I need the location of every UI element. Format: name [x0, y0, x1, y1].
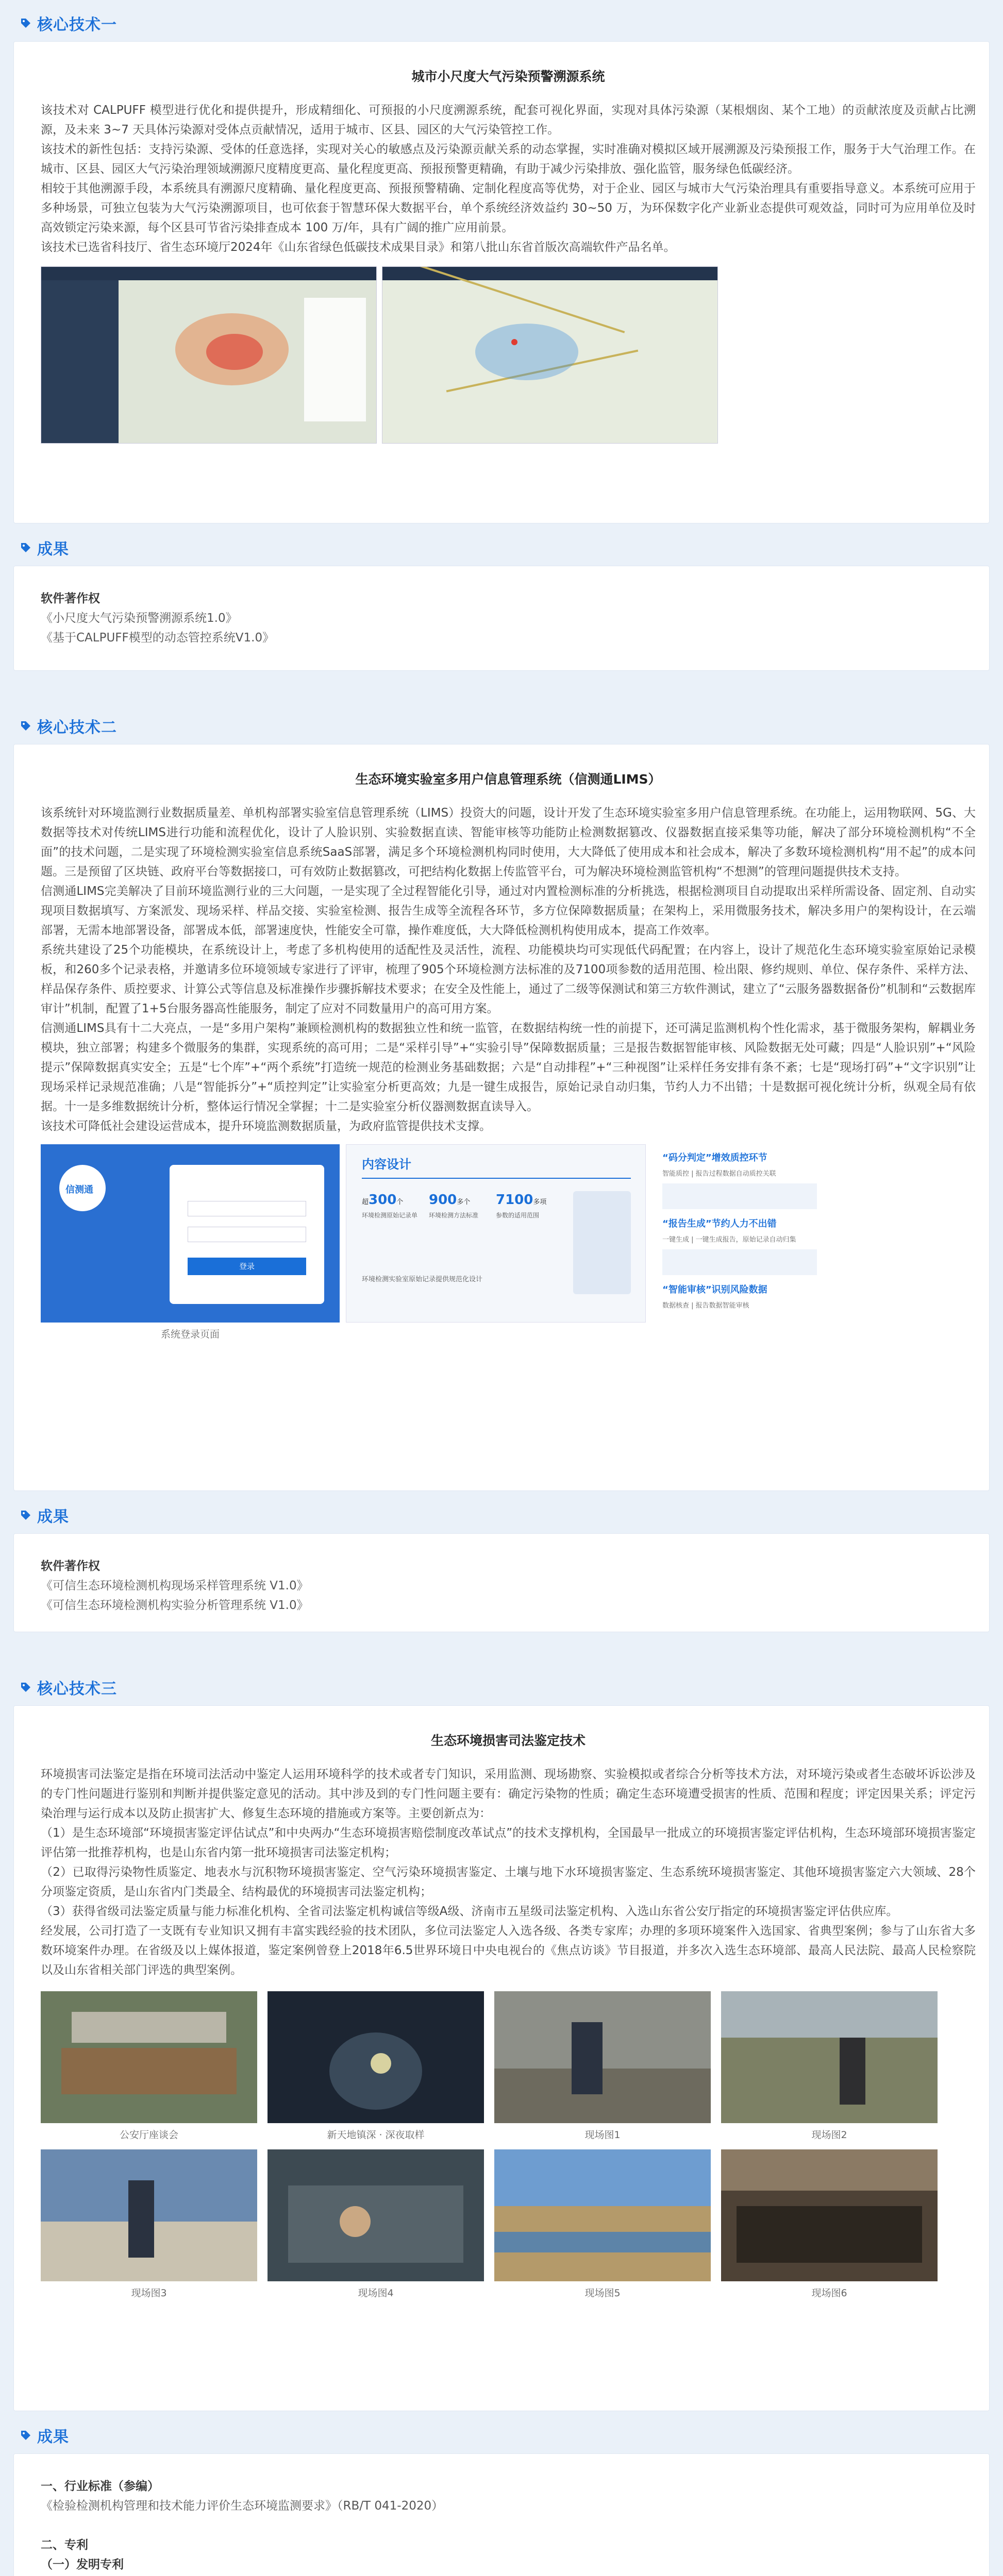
section-head-result3: [0, 2425, 1003, 2446]
tech3-card: [13, 1705, 990, 2411]
photo-item: 现场图6: [721, 2149, 938, 2299]
tech2-para-4: 信测通LIMS具有十二大亮点，一是“多用户架构”兼顾检测机构的数据独立性和统一监管，在数据结构统一性的前提下，还可满足监测机构个性化需求，基于微服务架构，解耦业务模块，独立部署；构建多个微服务的集群，实现系统的高可用；二是“采样引导”+“实验引导”保障数据质量；三是报告数据智能审核、风险数据无处可藏；四是“人脸识别”+“风险提示”保障数据真实安全；五是“七个库”+“两个系统”打造统一规范的检测业务基础数据；六是“自动排程”+“三种视图”让采样任务安排有条不紊；七是“现场打码”+“文字识别”让现场采样记录规范准确；八是“智能拆分”+“质控判定”让实验室分析更高效；九是一键生成报告，原始记录自动归集，节约人力不出错；十是数据可视化统计分析，纵观全局有依据。十一是多维数据统计分析，整体运行情况全掌握；十二是实验室分析仪器测数据直读导入。: [41, 1022, 976, 1113]
result1-title: 软件著作权: [41, 592, 100, 605]
feature-item: “报告生成”节约人力不出错: [662, 1218, 777, 1229]
tech3-para-2: （1）是生态环境部“环境损害鉴定评估试点”和中央两办“生态环境损害赔偿制度改革试点”的技术支撑机构，全国最早一批成立的环境损害鉴定评估机构，生态环境部环境损害鉴定评估第一批推荐机构，也是山东省内第一批环境损害司法鉴定机构；: [41, 1826, 976, 1859]
tech1-card: [13, 41, 990, 523]
tag-icon: [20, 1681, 32, 1693]
login-screenshot: [41, 1144, 340, 1341]
photo-item: 新天地镇深 · 深夜取样: [268, 1991, 484, 2141]
login-caption: 系统登录页面: [160, 1329, 220, 1340]
photo-item: 公安厅座谈会: [41, 1991, 257, 2141]
tag-icon: [20, 17, 32, 29]
photo-item: 现场图4: [268, 2149, 484, 2299]
photo-row-2: [41, 2149, 976, 2299]
tech2-para-1: 该系统针对环境监测行业数据质量差、单机构部署实验室信息管理系统（LIMS）投资大的问题，设计开发了生态环境实验室多用户信息管理系统。在功能上，运用物联网、5G、大数据等技术对传统LIMS进行功能和流程优化，设计了人脸识别、实验数据直读、智能审核等功能防止检测数据篡改、仪器数据直接采集等功能，解决了部分环境检测机构“不全面”的技术问题，二是实现了环境检测实验室信息系统SaaS部署，满足多个环境检测机构同时使用，大大降低了使用成本和社会成本，解决了多数环境检测机构“用不起”的成本问题。三是预留了区块链、政府平台等数据接口，可有效防止数据篡改，可把结构化数据上传监管平台，可为解决环境检测监管机构“不想测”的管理问题提供技术支持。: [41, 806, 976, 878]
tech3-para-1: 环境损害司法鉴定是指在环境司法活动中鉴定人运用环境科学的技术或者专门知识，采用监测、现场勘察、实验模拟或者综合分析等技术方法，对环境污染或者生态破坏诉讼涉及的专门性问题进行鉴别和判断并提供鉴定意见的活动。其中涉及到的专门性问题主要有：确定污染物的性质；确定生态环境遭受损害的性质、范围和程度；评定因果关系；评定污染治理与运行成本以及防止损害扩大、修复生态环境的措施或方案等。主要创新点为：: [41, 1768, 976, 1820]
tag-icon: [20, 2429, 32, 2442]
result3-standard: 《检验检测机构管理和技术能力评价生态环境监测要求》（RB/T 041-2020）: [41, 2499, 444, 2513]
feature-sub: 一键生成 | 一键生成报告，原始记录自动归集: [662, 1236, 796, 1244]
tech3-title: 生态环境损害司法鉴定技术: [430, 1733, 586, 1748]
result3-card: [13, 2453, 990, 2576]
feature-list-panel: [652, 1144, 957, 1323]
content-design-panel: [346, 1144, 646, 1323]
tech2-title: 生态环境实验室多用户信息管理系统（信测通LIMS）: [355, 772, 661, 787]
section-head-tech1: [0, 12, 1003, 34]
tech1-para-2: 该技术的新性包括：支持污染源、受体的任意选择，实现对关心的敏感点及污染源贡献关系的动态掌握，实时准确对模拟区域开展溯源及污染预报工作，服务于大气治理工作。在城市、区县、园区大气污染治理领域溯源尺度精度更高、量化程度更高、预报预警更精确，有助于减少污染排放、强化监管，服务绿色低碳经济。: [41, 143, 976, 176]
map-screenshot-2: [382, 266, 718, 444]
result1-item: 《小尺度大气污染预警溯源系统1.0》: [41, 612, 238, 625]
result3-h1: 一、行业标准（参编）: [41, 2480, 159, 2493]
section-title: 成果: [37, 2428, 69, 2446]
stat-item: 900多个 环境检测方法标准: [429, 1192, 479, 1219]
content-title: 内容设计: [362, 1157, 411, 1172]
tag-icon: [20, 541, 32, 554]
section-title: 核心技术一: [37, 16, 117, 34]
feature-item: “智能审核”识别风险数据: [662, 1284, 767, 1295]
tech3-para-3: （2）已取得污染物性质鉴定、地表水与沉积物环境损害鉴定、空气污染环境损害鉴定、土壤与地下水环境损害鉴定、生态系统环境损害鉴定、其他环境损害鉴定六大领域、28个分项鉴定资质，是山东省内门类最全、结构最优的环境损害司法鉴定机构；: [41, 1866, 976, 1899]
result2-item: 《可信生态环境检测机构实验分析管理系统 V1.0》: [41, 1599, 309, 1612]
section-title: 成果: [37, 1508, 69, 1526]
login-button[interactable]: 登录: [188, 1258, 306, 1275]
tag-icon: [20, 1509, 32, 1521]
section-head-result2: [0, 1504, 1003, 1526]
tech3-para-5: 经发展，公司打造了一支既有专业知识又拥有丰富实践经验的技术团队，多位司法鉴定人入选各级、各类专家库；办理的多项环境案件入选国家、省典型案例；参与了山东省大多数环境案件办理。在省级及以上媒体报道，鉴定案例曾登上2018年6.5世界环境日中央电视台的《焦点访谈》节目报道，并多次入选生态环境部、最高人民法院、最高人民检察院以及山东省相关部门评选的典型案例。: [41, 1924, 976, 1977]
tech1-title: 城市小尺度大气污染预警溯源系统: [411, 69, 605, 84]
result3-h2a: （一）发明专利: [41, 2558, 124, 2571]
stat-item: 7100多项 参数的适用范围: [496, 1192, 547, 1219]
section-head-tech2: [0, 715, 1003, 737]
result1-card: [13, 566, 990, 671]
photo-item: 现场图5: [494, 2149, 711, 2299]
photo-item: 现场图1: [494, 1991, 711, 2141]
tech2-para-5: 该技术可降低社会建设运营成本，提升环境监测数据质量，为政府监管提供技术支撑。: [41, 1120, 491, 1133]
section-title: 成果: [37, 540, 69, 558]
tech2-para-3: 系统共建设了25个功能模块，在系统设计上，考虑了多机构使用的适配性及灵活性，流程、功能模块均可实现低代码配置；在内容上，设计了规范化生态环境实验室原始记录模板，和260多个记录表格，并邀请多位环境领域专家进行了评审，梳理了905个环境检测方法标准的及7100项参数的适用范围、检出限、修约规则、单位、保存条件、采样方法、样品保存条件、质控要求、计算公式等信息及标准操作步骤拆解技术要求；在安全及性能上，通过了二级等保测试和第三方软件测试，建立了“云服务器数据备份”机制和“云数据库审计”机制，配置了1+5台服务器高性能服务，制定了应对不同数量用户的高可用方案。: [41, 943, 976, 1015]
feature-sub: 智能质控 | 报告过程数据自动质控关联: [662, 1170, 776, 1178]
tech2-card: [13, 744, 990, 1491]
map-screenshot-1: [41, 266, 377, 444]
tech1-para-4: 该技术已选省科技厅、省生态环境厅2024年《山东省绿色低碳技术成果目录》和第八批山东省首版次高端软件产品名单。: [41, 241, 676, 254]
tech2-para-2: 信测通LIMS完美解决了目前环境监测行业的三大问题，一是实现了全过程智能化引导，通过对内置检测标准的分析挑选，根据检测项目自动提取出采样所需设备、固定剂、自动实现项目数据填写、方案派发、现场采样、样品交接、实验室检测、报告生成等全流程各环节，多方位保障数据质量；在架构上，采用微服务技术，解决多用户的架构设计，在云端部署，无需本地部署设备，部署成本低，部署速度快，性能安全可靠，操作难度低，大大降低检测机构使用成本，提高工作效率。: [41, 885, 976, 937]
tech1-para-1: 该技术对 CALPUFF 模型进行优化和提供提升，形成精细化、可预报的小尺度溯源系统，配套可视化界面，实现对具体污染源（某根烟囱、某个工地）的贡献浓度及贡献占比溯源，及未来 3~7 天具体污染源对受体点贡献情况，适用于城市、区县、园区的大气污染管控工作。: [41, 104, 976, 137]
section-title: 核心技术三: [37, 1680, 117, 1698]
photo-row-1: [41, 1991, 976, 2141]
result3-h2: 二、专利: [41, 2538, 88, 2552]
stats-more: 环境检测实验室原始记录提供规范化设计: [362, 1276, 483, 1283]
stat-item: 超300个 环境检测原始记录单: [362, 1192, 418, 1219]
tech1-screenshots: [41, 266, 976, 444]
photo-item: 现场图2: [721, 1991, 938, 2141]
feature-sub: 数据核查 | 报告数据智能审核: [662, 1302, 749, 1310]
result2-card: [13, 1533, 990, 1632]
tech1-para-3: 相较于其他溯源手段，本系统具有溯源尺度精确、量化程度更高、预报预警精确、定制化程度高等优势，对于企业、园区与城市大气污染治理具有重要指导意义。本系统可应用于多种场景，可独立包装为大气污染溯源项目，也可依套于智慧环保大数据平台，单个系统经济效益约 30~50 万，为环保数字化产业新业态提供可观效益，同时可为应用单位及时高效锁定污染来源，每个区县可节省污染排查成本 100 万/年，具有广阔的推广应用前景。: [41, 182, 976, 234]
tag-icon: [20, 720, 32, 732]
login-title: 信测通: [65, 1184, 93, 1195]
feature-item: “码分判定”增效质控环节: [662, 1153, 767, 1163]
section-head-result1: [0, 537, 1003, 558]
tech2-screenshots: [41, 1144, 976, 1341]
section-head-tech3: [0, 1676, 1003, 1698]
result2-item: 《可信生态环境检测机构现场采样管理系统 V1.0》: [41, 1579, 309, 1592]
result1-item: 《基于CALPUFF模型的动态管控系统V1.0》: [41, 631, 275, 645]
photo-item: 现场图3: [41, 2149, 257, 2299]
tech3-para-4: （3）获得省级司法鉴定质量与能力标准化机构、全省司法鉴定机构诚信等级A级、济南市五星级司法鉴定机构、入选山东省公安厅指定的环境损害鉴定评估供应库。: [41, 1905, 898, 1918]
result2-title: 软件著作权: [41, 1560, 100, 1573]
section-title: 核心技术二: [37, 719, 117, 737]
